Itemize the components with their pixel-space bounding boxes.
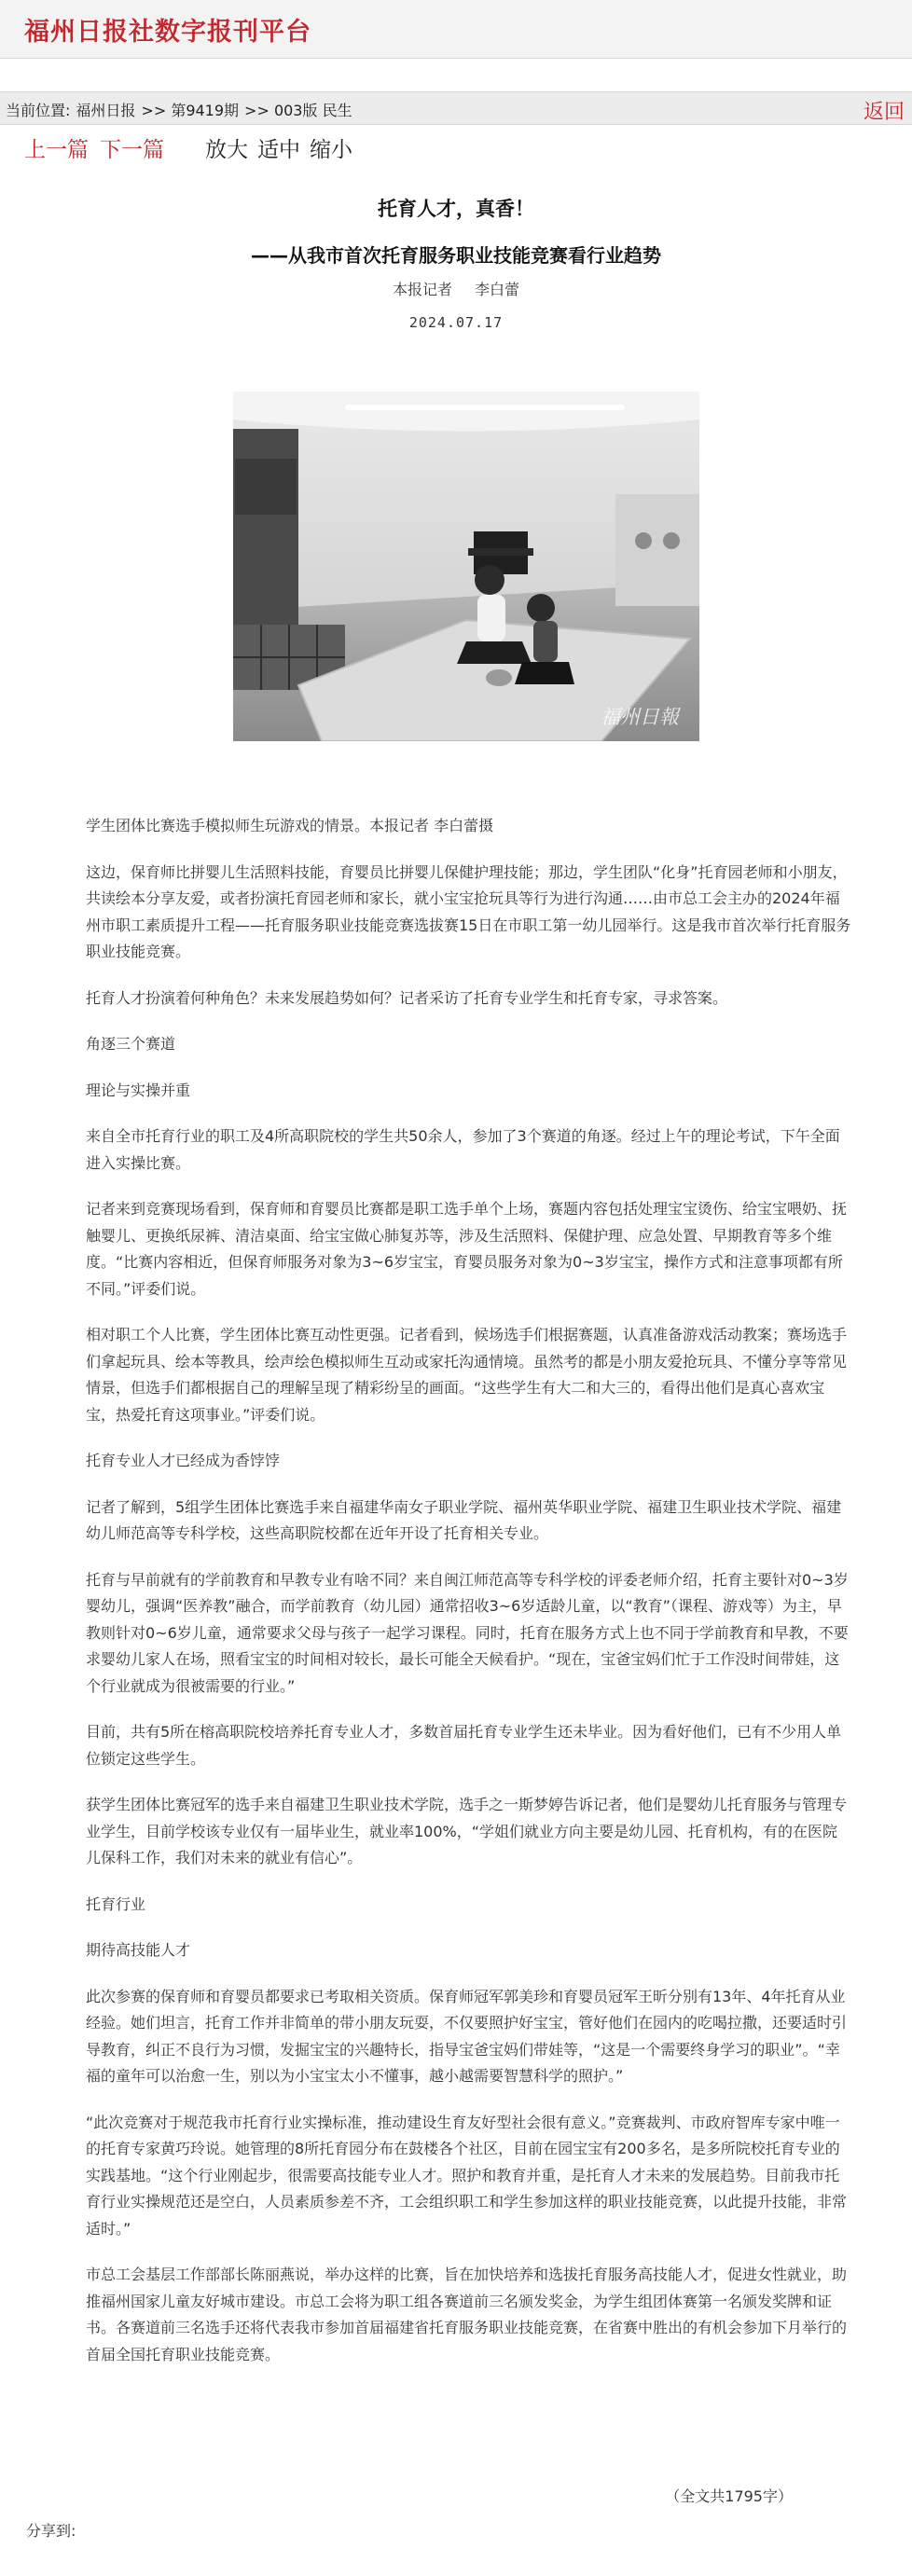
photo-watermark-logo: 福州日報 — [601, 706, 679, 728]
zoom-in-button[interactable]: 放大 — [205, 138, 248, 162]
share-label: 分享到: — [26, 2522, 76, 2540]
byline-name: 李白蕾 — [475, 281, 520, 298]
article-body — [86, 813, 852, 2388]
paragraph: 记者来到竞赛现场看到，保育师和育婴员比赛都是职工选手单个上场，赛题内容包括处理宝宝烫伤、给宝宝喂奶、抚触婴儿、更换纸尿裤、清洁桌面、给宝宝做心肺复苏等，涉及生活照料、保健护理、应急处置、早期教育等多个维度。“比赛内容相近，但保育师服务对象为3~6岁宝宝，育婴员服务对象为0~3岁宝宝，操作方式和注意事项都有所不同。”评委们说。 — [86, 1200, 848, 1298]
article-photo — [233, 392, 699, 741]
breadcrumb-issue-link[interactable]: >> 第9419期 — [141, 102, 240, 119]
back-button[interactable]: 返回 — [863, 101, 905, 124]
article-title: 托育人才，真香！ — [378, 198, 534, 220]
paragraph: 市总工会基层工作部部长陈丽燕说，举办这样的比赛，旨在加快培养和选拔托育服务高技能人才，促进女性就业，助推福州国家儿童友好城市建设。市总工会将为职工组各赛道前三名颁发奖金，为学生组团体赛第一名颁发奖牌和证书。各赛道前三名选手还将代表我市参加首届福建省托育服务职业技能竞赛，在省赛中胜出的有机会参加下月举行的首届全国托育职业技能竞赛。 — [86, 2266, 848, 2363]
breadcrumb-bar — [0, 91, 912, 125]
paragraph: 托育人才扮演着何种角色？未来发展趋势如何？记者采访了托育专业学生和托育专家，寻求答案。 — [86, 988, 728, 1007]
section-heading: 期待高技能人才 — [86, 1941, 191, 1959]
fit-size-button[interactable]: 适中 — [257, 138, 300, 162]
paragraph: 目前，共有5所在榕高职院校培养托育专业人才，多数首届托育专业学生还未毕业。因为看好他们，已有不少用人单位锁定这些学生。 — [86, 1723, 842, 1768]
breadcrumb — [6, 99, 358, 120]
paragraph: 这边，保育师比拼婴儿生活照料技能，育婴员比拼婴儿保健护理技能；那边，学生团队“化身”托育园老师和小朋友，共读绘本分享友爱，或者扮演托育园老师和家长，就小宝宝抢玩具等行为进行沟通……由市总工会主办的2024年福州市职工素质提升工程——托育服务职业技能竞赛选拔赛15日在市职工第一幼儿园举行。这是我市首次举行托育服务职业技能竞赛。 — [86, 862, 851, 960]
prev-article-link[interactable]: 上一篇 — [24, 138, 89, 162]
paragraph: 获学生团体比赛冠军的选手来自福建卫生职业技术学院，选手之一斯梦婷告诉记者，他们是婴幼儿托育服务与管理专业学生，目前学校该专业仅有一届毕业生，就业率100%，“学姐们就业方向主要是幼儿园、托育机构，有的在医院儿保科工作，我们对未来的就业有信心”。 — [86, 1796, 848, 1867]
breadcrumb-label: 当前位置: — [6, 102, 71, 119]
article-date: 2024.07.17 — [408, 314, 504, 331]
section-heading: 托育行业 — [86, 1894, 146, 1913]
paragraph: 来自全市托育行业的职工及4所高职院校的学生共50余人，参加了3个赛道的角逐。经过上午的理论考试，下午全面进入实操比赛。 — [86, 1127, 840, 1172]
article-nav — [24, 132, 352, 163]
site-title[interactable]: 福州日报社数字报刊平台 — [24, 18, 311, 47]
paragraph: 记者了解到，5组学生团体比赛选手来自福建华南女子职业学院、福州英华职业学院、福建卫生职业技术学院、福建幼儿师范高等专科学校，这些高职院校都在近年开设了托育相关专业。 — [86, 1497, 842, 1542]
section-heading: 理论与实操并重 — [86, 1081, 191, 1099]
article-byline — [0, 278, 912, 299]
paragraph: 托育与早前就有的学前教育和早教专业有啥不同？来自闽江师范高等专科学校的评委老师介绍，托育主要针对0~3岁婴幼儿，强调“医养教”融合，而学前教育（幼儿园）通常招收3~6岁适龄儿童，以“教育”（课程、游戏等）为主，早教则针对0~6岁儿童，通常要求父母与孩子一起学习课程。同时，托育在服务方式上也不同于学前教育和早教，不要求婴幼儿家人在场，照看宝宝的时间相对较长，最长可能全天候看护。“现在，宝爸宝妈们忙于工作没时间带娃，这个行业就成为很被需要的行业。” — [86, 1570, 849, 1695]
paragraph: “此次竞赛对于规范我市托育行业实操标准，推动建设生育友好型社会很有意义。”竞赛裁判、市政府智库专家中唯一的托育专家黄巧玲说。她管理的8所托育园分布在鼓楼各个社区，目前在园宝宝有200多名，是多所院校托育专业的实践基地。“这个行业刚起步，很需要高技能专业人才。照护和教育并重，是托育人才未来的发展趋势。目前我市托育行业实操规范还是空白，人员素质参差不齐，工会组织职工和学生参加这样的职业技能竞赛，以此提升技能，非常适时。” — [86, 2113, 848, 2238]
breadcrumb-page-link[interactable]: >> 003版 民生 — [244, 102, 352, 119]
top-banner — [0, 0, 912, 59]
section-heading: 角逐三个赛道 — [86, 1035, 176, 1053]
article-subtitle: ——从我市首次托育服务职业技能竞赛看行业趋势 — [251, 244, 661, 267]
zoom-out-button[interactable]: 缩小 — [310, 138, 352, 162]
byline-role: 本报记者 — [392, 281, 452, 298]
section-heading: 托育专业人才已经成为香饽饽 — [86, 1452, 281, 1469]
paragraph: 相对职工个人比赛，学生团体比赛互动性更强。记者看到，候场选手们根据赛题，认真准备游戏活动教案；赛场选手们拿起玩具、绘本等教具，绘声绘色模拟师生互动或家托沟通情境。虽然考的都是小朋友爱抢玩具、不懂分享等常见情景，但选手们都根据自己的理解呈现了精彩纷呈的画面。“这些学生有大二和大三的，看得出他们是真心喜欢宝宝，热爱托育这项事业。”评委们说。 — [86, 1326, 848, 1424]
paragraph: 此次参赛的保育师和育婴员都要求已考取相关资质。保育师冠军郭美珍和育婴员冠军王昕分别有13年、4年托育从业经验。她们坦言，托育工作并非简单的带小朋友玩耍，不仅要照护好宝宝，管好他们在园内的吃喝拉撒，还要适时引导教育，纠正不良行为习惯，发掘宝宝的兴趣特长，指导宝爸宝妈们带娃等，“这是一个需要终身学习的职业”。“幸福的童年可以治愈一生，别以为小宝宝太小不懂事，越小越需要智慧科学的照护。” — [86, 1987, 848, 2085]
word-count: （全文共1795字） — [665, 2487, 793, 2505]
photo-caption: 学生团体比赛选手模拟师生玩游戏的情景。本报记者 李白蕾摄 — [86, 817, 494, 834]
next-article-link[interactable]: 下一篇 — [100, 138, 164, 162]
breadcrumb-paper-link[interactable]: 福州日报 — [76, 102, 136, 119]
